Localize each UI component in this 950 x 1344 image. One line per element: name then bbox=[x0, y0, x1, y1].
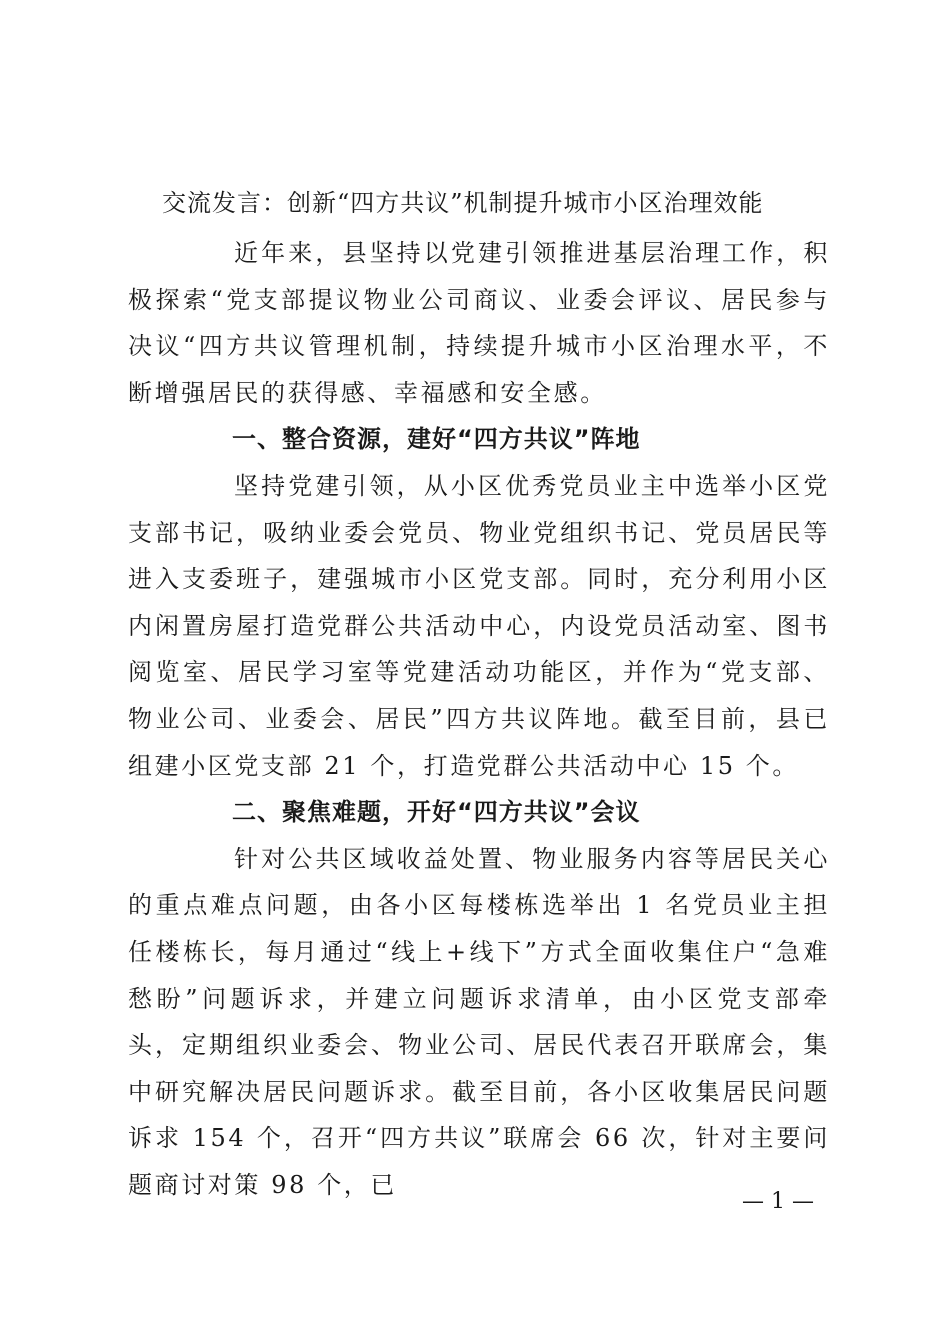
page-number: — 1 — bbox=[742, 1189, 814, 1214]
intro-paragraph: 近年来，县坚持以党建引领推进基层治理工作，积极探索“党支部提议物业公司商议、业委会评议、居民参与决议“四方共议管理机制，持续提升城市小区治理水平，不断增强居民的获得感、幸福感和安全感。 bbox=[128, 239, 830, 407]
section-2-heading: 二、聚焦难题，开好“四方共议”会议 bbox=[232, 798, 641, 827]
section-1-paragraph: 坚持党建引领，从小区优秀党员业主中选举小区党支部书记，吸纳业委会党员、物业党组织书记、党员居民等进入支委班子，建强城市小区党支部。同时，充分利用小区内闲置房屋打造党群公共活动中心，内设党员活动室、图书阅览室、居民学习室等党建活动功能区，并作为“党支部、物业公司、业委会、居民”四方共议阵地。截至目前，县已组建小区党支部 21 个，打造党群公共活动中心 15 个。 bbox=[128, 471, 830, 780]
section-1-heading: 一、整合资源，建好“四方共议”阵地 bbox=[232, 425, 641, 454]
document-title: 交流发言：创新“四方共议”机制提升城市小区治理效能 bbox=[162, 189, 764, 217]
section-2-paragraph: 针对公共区域收益处置、物业服务内容等居民关心的重点难点问题，由各小区每楼栋选举出 1 名党员业主担任楼栋长，每月通过“线上+线下”方式全面收集住户“急难愁盼”问题诉求，并建立问题诉求清单，由小区党支部牵头，定期组织业委会、物业公司、居民代表召开联席会，集中研究解决居民问题诉求。截至目前，各小区收集居民问题诉求 154 个，召开“四方共议”联席会 66 次，针对主要问题商讨对策 98 个，已 bbox=[128, 844, 830, 1199]
document-body bbox=[128, 230, 830, 1208]
